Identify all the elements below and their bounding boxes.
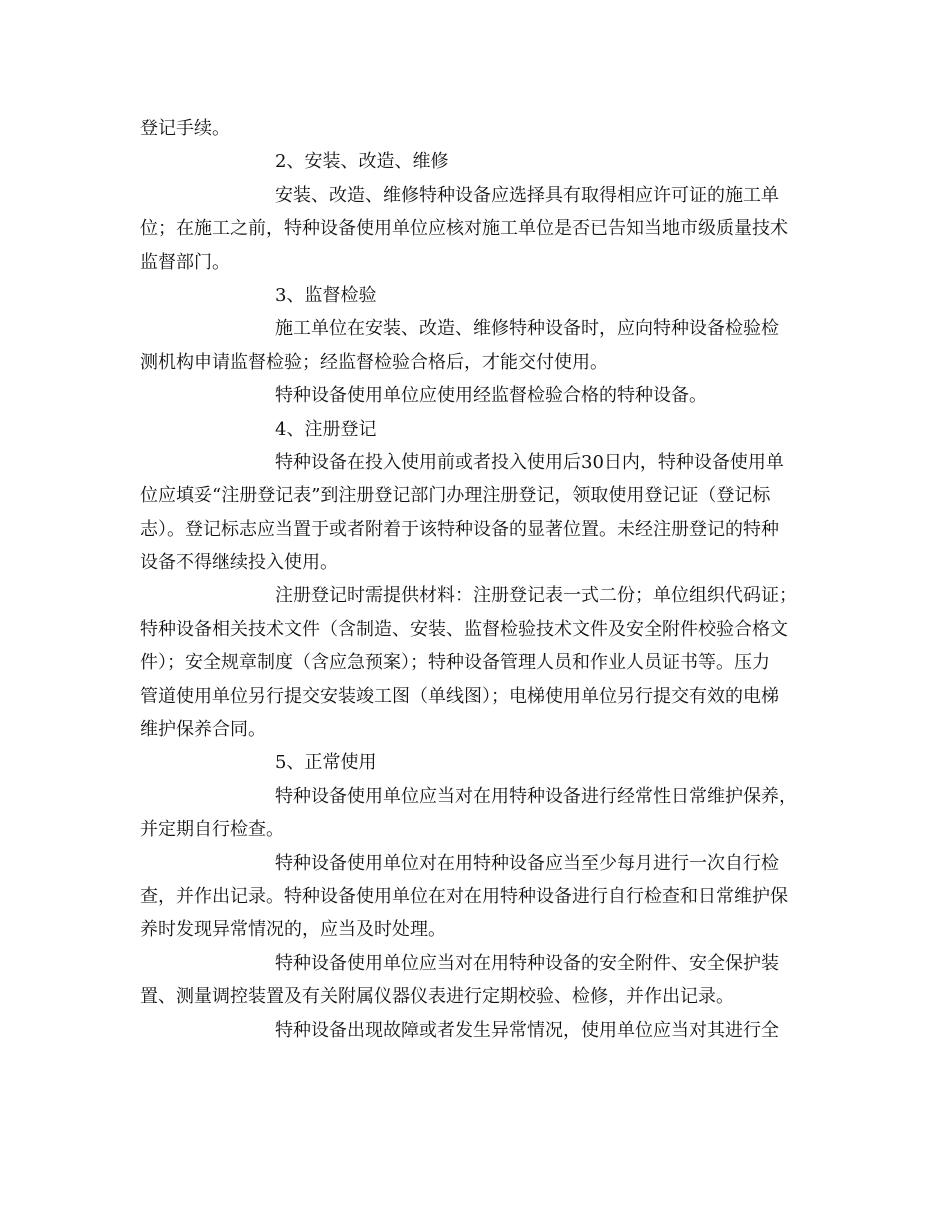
paragraph-line: 件）；安全规章制度（含应急预案）；特种设备管理人员和作业人员证书等。压力 — [140, 652, 770, 674]
paragraph-line: 置、测量调控装置及有关附属仪器仪表进行定期校验、检修，并作出记录。 — [140, 986, 734, 1008]
paragraph-line: 特种设备使用单位对在用特种设备应当至少每月进行一次自行检 — [275, 852, 779, 874]
section-heading: 4、注册登记 — [275, 418, 377, 440]
paragraph-line: 特种设备使用单位应当对在用特种设备的安全附件、安全保护装 — [275, 952, 779, 974]
section-heading: 3、监督检验 — [275, 284, 377, 306]
section-heading: 2、安装、改造、维修 — [275, 151, 449, 173]
paragraph-line: 志）。登记标志应当置于或者附着于该特种设备的显著位置。未经注册登记的特种 — [140, 518, 779, 540]
paragraph-line: 特种设备出现故障或者发生异常情况，使用单位应当对其进行全 — [275, 1019, 779, 1041]
paragraph-line: 并定期自行检查。 — [140, 819, 284, 841]
paragraph-line: 特种设备使用单位应当对在用特种设备进行经常性日常维护保养， — [275, 785, 797, 807]
paragraph-line: 查，并作出记录。特种设备使用单位在对在用特种设备进行自行检查和日常维护保 — [140, 885, 788, 907]
paragraph-line: 设备不得继续投入使用。 — [140, 552, 338, 574]
paragraph-line: 特种设备相关技术文件（含制造、安装、监督检验技术文件及安全附件校验合格文 — [140, 618, 788, 640]
paragraph-line: 特种设备在投入使用前或者投入使用后30日内，特种设备使用单 — [275, 451, 784, 473]
paragraph-line: 养时发现异常情况的，应当及时处理。 — [140, 919, 446, 941]
paragraph-line: 管道使用单位另行提交安装竣工图（单线图）；电梯使用单位另行提交有效的电梯 — [140, 685, 779, 707]
document-body — [140, 112, 830, 1047]
paragraph-line: 监督部门。 — [140, 251, 230, 273]
paragraph-line: 位；在施工之前，特种设备使用单位应核对施工单位是否已告知当地市级质量技术 — [140, 218, 788, 240]
paragraph-line: 位应填妥“注册登记表”到注册登记部门办理注册登记，领取使用登记证（登记标 — [140, 485, 771, 507]
paragraph-line: 测机构申请监督检验；经监督检验合格后，才能交付使用。 — [140, 351, 608, 373]
paragraph-line: 维护保养合同。 — [140, 719, 266, 741]
paragraph-line: 施工单位在安装、改造、维修特种设备时，应向特种设备检验检 — [275, 318, 779, 340]
paragraph-line: 注册登记时需提供材料：注册登记表一式二份；单位组织代码证； — [275, 585, 797, 607]
paragraph-line: 登记手续。 — [140, 118, 230, 139]
section-heading: 5、正常使用 — [275, 752, 377, 774]
paragraph-line: 特种设备使用单位应使用经监督检验合格的特种设备。 — [275, 385, 707, 407]
paragraph-line: 安装、改造、维修特种设备应选择具有取得相应许可证的施工单 — [275, 184, 779, 206]
